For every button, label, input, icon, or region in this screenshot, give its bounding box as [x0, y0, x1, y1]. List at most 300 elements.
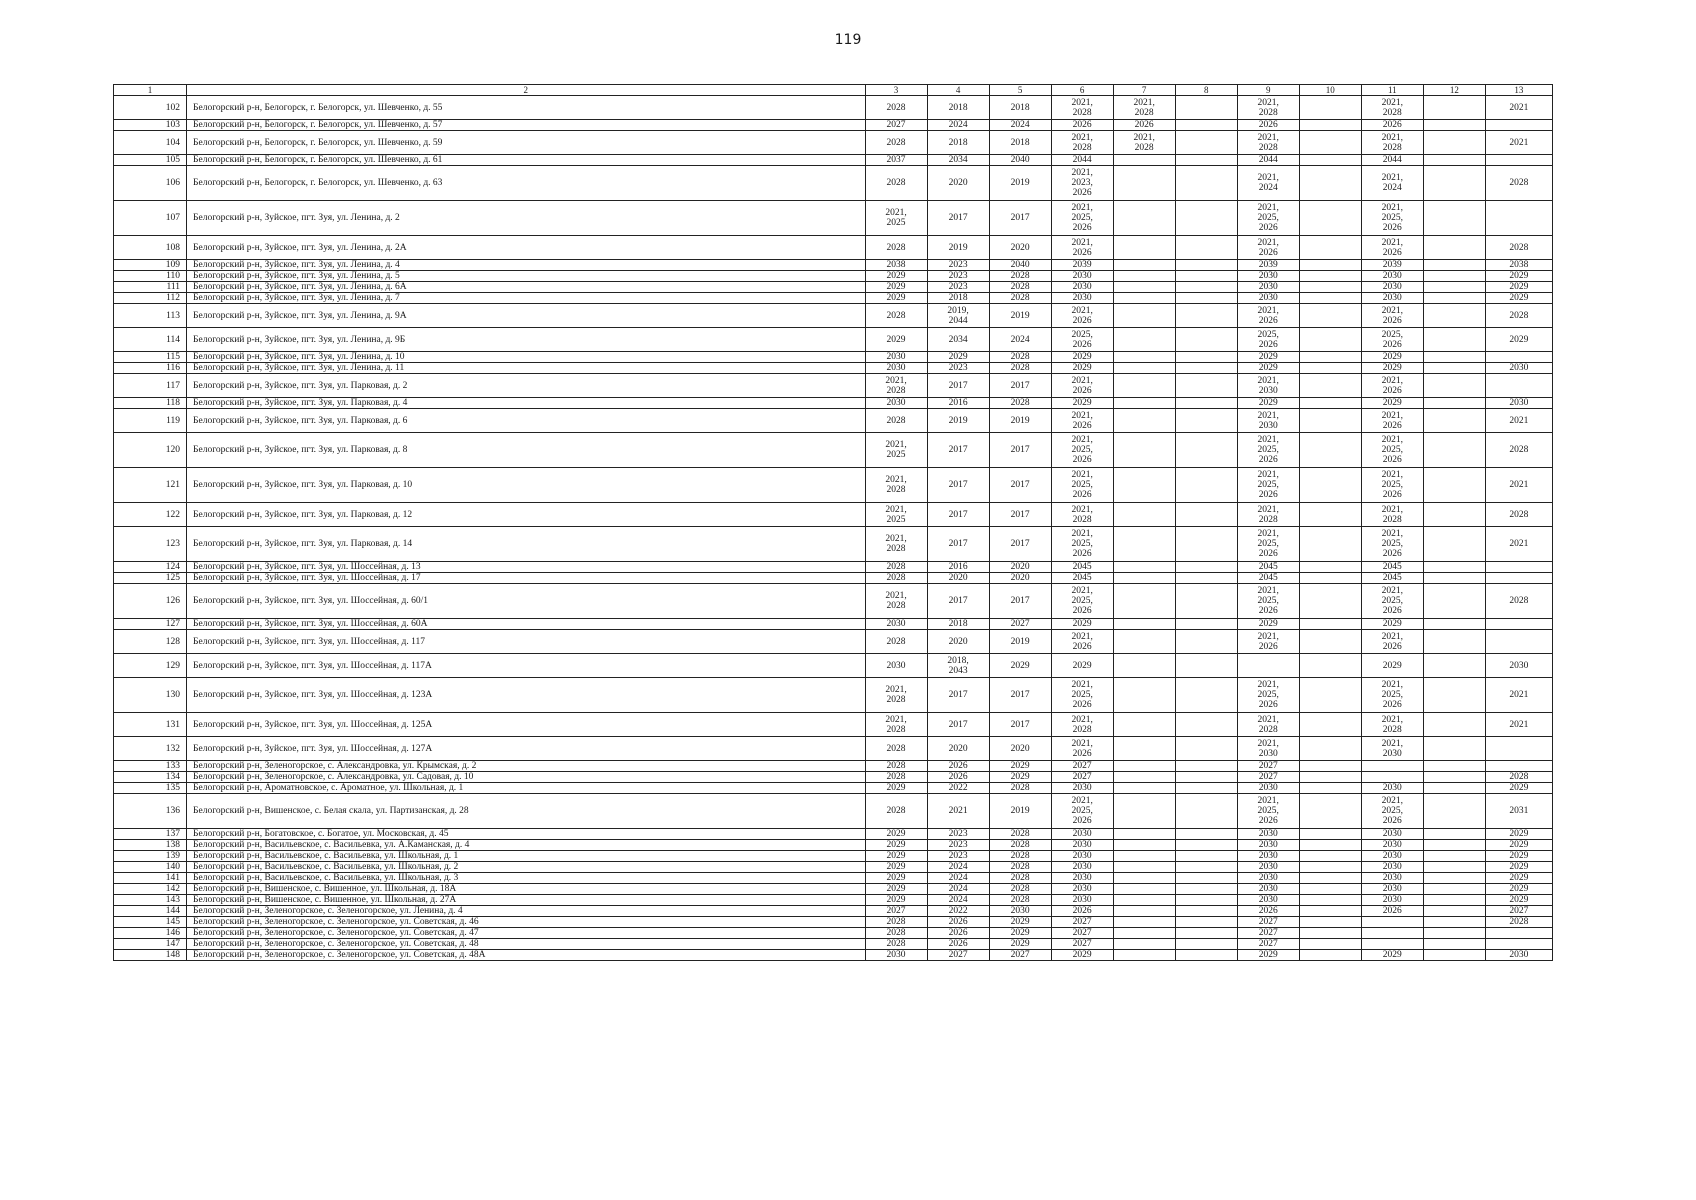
year-cell-col-9: 2021, 2026 [1237, 236, 1299, 260]
year-cell-col-12 [1423, 761, 1485, 772]
year-cell-col-9: 2026 [1237, 906, 1299, 917]
table-row [114, 619, 1553, 630]
year-cell-col-12 [1423, 328, 1485, 352]
row-number: 144 [114, 906, 187, 917]
year-cell-col-9: 2030 [1237, 851, 1299, 862]
year-cell-col-4: 2026 [927, 761, 989, 772]
year-cell-col-13 [1485, 737, 1552, 761]
year-cell-col-12 [1423, 950, 1485, 961]
address-cell: Белогорский р-н, Зуйское, пгт. Зуя, ул. Шоссейная, д. 127А [187, 737, 865, 761]
year-cell-col-12 [1423, 928, 1485, 939]
year-cell-col-8 [1175, 862, 1237, 873]
year-cell-col-13: 2021 [1485, 96, 1552, 120]
year-cell-col-6: 2030 [1051, 884, 1113, 895]
table-row [114, 906, 1553, 917]
year-cell-col-8 [1175, 363, 1237, 374]
year-cell-col-9: 2021, 2028 [1237, 131, 1299, 155]
year-cell-col-5: 2024 [989, 120, 1051, 131]
year-cell-col-9: 2027 [1237, 928, 1299, 939]
year-cell-col-9: 2029 [1237, 352, 1299, 363]
year-cell-col-10 [1299, 772, 1361, 783]
year-cell-col-6: 2021, 2025, 2026 [1051, 527, 1113, 562]
year-cell-col-6: 2030 [1051, 873, 1113, 884]
year-cell-col-5: 2028 [989, 862, 1051, 873]
column-header: 7 [1113, 85, 1175, 96]
year-cell-col-7: 2026 [1113, 120, 1175, 131]
year-cell-col-4: 2026 [927, 772, 989, 783]
year-cell-col-5: 2028 [989, 293, 1051, 304]
year-cell-col-12 [1423, 260, 1485, 271]
year-cell-col-7 [1113, 260, 1175, 271]
year-cell-col-4: 2017 [927, 433, 989, 468]
year-cell-col-13: 2028 [1485, 584, 1552, 619]
year-cell-col-6: 2027 [1051, 928, 1113, 939]
year-cell-col-11: 2030 [1361, 293, 1423, 304]
year-cell-col-3: 2029 [865, 862, 927, 873]
year-cell-col-9: 2026 [1237, 120, 1299, 131]
year-cell-col-8 [1175, 260, 1237, 271]
year-cell-col-5: 2028 [989, 873, 1051, 884]
year-cell-col-5: 2029 [989, 654, 1051, 678]
year-cell-col-3: 2029 [865, 829, 927, 840]
year-cell-col-4: 2017 [927, 584, 989, 619]
year-cell-col-6: 2029 [1051, 398, 1113, 409]
year-cell-col-6: 2025, 2026 [1051, 328, 1113, 352]
year-cell-col-9: 2021, 2025, 2026 [1237, 433, 1299, 468]
year-cell-col-9: 2021, 2030 [1237, 737, 1299, 761]
year-cell-col-4: 2026 [927, 917, 989, 928]
year-cell-col-7 [1113, 939, 1175, 950]
year-cell-col-4: 2023 [927, 363, 989, 374]
year-cell-col-8 [1175, 527, 1237, 562]
table-row [114, 374, 1553, 398]
table-row [114, 201, 1553, 236]
year-cell-col-8 [1175, 584, 1237, 619]
year-cell-col-5: 2028 [989, 282, 1051, 293]
year-cell-col-3: 2029 [865, 783, 927, 794]
year-cell-col-12 [1423, 772, 1485, 783]
year-cell-col-7: 2021, 2028 [1113, 131, 1175, 155]
year-cell-col-10 [1299, 236, 1361, 260]
year-cell-col-11: 2021, 2026 [1361, 409, 1423, 433]
address-cell: Белогорский р-н, Зуйское, пгт. Зуя, ул. Ленина, д. 4 [187, 260, 865, 271]
year-cell-col-6: 2021, 2028 [1051, 131, 1113, 155]
year-cell-col-9: 2030 [1237, 862, 1299, 873]
year-cell-col-13: 2028 [1485, 236, 1552, 260]
year-cell-col-3: 2028 [865, 562, 927, 573]
table-row [114, 829, 1553, 840]
year-cell-col-10 [1299, 678, 1361, 713]
address-cell: Белогорский р-н, Васильевское, с. Васильевка, ул. Школьная, д. 1 [187, 851, 865, 862]
year-cell-col-6: 2029 [1051, 619, 1113, 630]
table-row [114, 155, 1553, 166]
year-cell-col-9: 2027 [1237, 939, 1299, 950]
year-cell-col-10 [1299, 794, 1361, 829]
year-cell-col-10 [1299, 271, 1361, 282]
year-cell-col-8 [1175, 630, 1237, 654]
year-cell-col-9: 2045 [1237, 573, 1299, 584]
year-cell-col-4: 2017 [927, 503, 989, 527]
year-cell-col-13: 2028 [1485, 304, 1552, 328]
table-row [114, 166, 1553, 201]
year-cell-col-7 [1113, 409, 1175, 433]
year-cell-col-5: 2018 [989, 131, 1051, 155]
address-cell: Белогорский р-н, Зеленогорское, с. Зеленогорское, ул. Советская, д. 46 [187, 917, 865, 928]
year-cell-col-11: 2021, 2025, 2026 [1361, 201, 1423, 236]
year-cell-col-8 [1175, 829, 1237, 840]
year-cell-col-10 [1299, 783, 1361, 794]
year-cell-col-13: 2028 [1485, 503, 1552, 527]
year-cell-col-10 [1299, 282, 1361, 293]
year-cell-col-6: 2021, 2025, 2026 [1051, 584, 1113, 619]
year-cell-col-3: 2027 [865, 906, 927, 917]
year-cell-col-6: 2044 [1051, 155, 1113, 166]
year-cell-col-6: 2021, 2025, 2026 [1051, 678, 1113, 713]
year-cell-col-11: 2045 [1361, 573, 1423, 584]
year-cell-col-6: 2029 [1051, 654, 1113, 678]
year-cell-col-3: 2038 [865, 260, 927, 271]
year-cell-col-3: 2028 [865, 939, 927, 950]
year-cell-col-4: 2034 [927, 155, 989, 166]
year-cell-col-9: 2021, 2028 [1237, 96, 1299, 120]
year-cell-col-3: 2021, 2028 [865, 678, 927, 713]
address-cell: Белогорский р-н, Зуйское, пгт. Зуя, ул. Ленина, д. 9Б [187, 328, 865, 352]
year-cell-col-4: 2018 [927, 293, 989, 304]
year-cell-col-11: 2029 [1361, 352, 1423, 363]
year-cell-col-8 [1175, 917, 1237, 928]
year-cell-col-4: 2020 [927, 630, 989, 654]
year-cell-col-7 [1113, 374, 1175, 398]
year-cell-col-3: 2037 [865, 155, 927, 166]
table-header-row [114, 85, 1553, 96]
year-cell-col-8 [1175, 304, 1237, 328]
year-cell-col-3: 2029 [865, 282, 927, 293]
year-cell-col-10 [1299, 761, 1361, 772]
year-cell-col-6: 2021, 2028 [1051, 713, 1113, 737]
year-cell-col-7 [1113, 928, 1175, 939]
year-cell-col-13: 2030 [1485, 363, 1552, 374]
row-number: 133 [114, 761, 187, 772]
year-cell-col-7 [1113, 851, 1175, 862]
year-cell-col-5: 2024 [989, 328, 1051, 352]
year-cell-col-10 [1299, 328, 1361, 352]
row-number: 136 [114, 794, 187, 829]
year-cell-col-12 [1423, 713, 1485, 737]
address-cell: Белогорский р-н, Зуйское, пгт. Зуя, ул. Парковая, д. 6 [187, 409, 865, 433]
row-number: 141 [114, 873, 187, 884]
year-cell-col-5: 2030 [989, 906, 1051, 917]
address-cell: Белогорский р-н, Зуйское, пгт. Зуя, ул. Шоссейная, д. 125А [187, 713, 865, 737]
year-cell-col-8 [1175, 737, 1237, 761]
year-cell-col-10 [1299, 840, 1361, 851]
address-cell: Белогорский р-н, Белогорск, г. Белогорск, ул. Шевченко, д. 59 [187, 131, 865, 155]
year-cell-col-10 [1299, 562, 1361, 573]
year-cell-col-7 [1113, 201, 1175, 236]
year-cell-col-11: 2021, 2026 [1361, 374, 1423, 398]
year-cell-col-4: 2017 [927, 468, 989, 503]
year-cell-col-6: 2021, 2026 [1051, 409, 1113, 433]
table-row [114, 678, 1553, 713]
year-cell-col-13: 2027 [1485, 906, 1552, 917]
year-cell-col-11: 2030 [1361, 895, 1423, 906]
year-cell-col-12 [1423, 201, 1485, 236]
year-cell-col-4: 2026 [927, 939, 989, 950]
year-cell-col-11: 2030 [1361, 829, 1423, 840]
year-cell-col-12 [1423, 630, 1485, 654]
row-number: 140 [114, 862, 187, 873]
address-cell: Белогорский р-н, Белогорск, г. Белогорск, ул. Шевченко, д. 55 [187, 96, 865, 120]
row-number: 112 [114, 293, 187, 304]
year-cell-col-9: 2021, 2030 [1237, 409, 1299, 433]
year-cell-col-6: 2039 [1051, 260, 1113, 271]
year-cell-col-13: 2021 [1485, 527, 1552, 562]
year-cell-col-8 [1175, 328, 1237, 352]
year-cell-col-7 [1113, 433, 1175, 468]
year-cell-col-3: 2029 [865, 840, 927, 851]
row-number: 142 [114, 884, 187, 895]
year-cell-col-13: 2021 [1485, 409, 1552, 433]
address-cell: Белогорский р-н, Ароматновское, с. Ароматное, ул. Школьная, д. 1 [187, 783, 865, 794]
year-cell-col-3: 2028 [865, 761, 927, 772]
table-row [114, 794, 1553, 829]
year-cell-col-5: 2019 [989, 409, 1051, 433]
year-cell-col-12 [1423, 906, 1485, 917]
row-number: 110 [114, 271, 187, 282]
year-cell-col-12 [1423, 433, 1485, 468]
year-cell-col-9: 2030 [1237, 783, 1299, 794]
year-cell-col-4: 2017 [927, 527, 989, 562]
row-number: 123 [114, 527, 187, 562]
column-header: 10 [1299, 85, 1361, 96]
year-cell-col-8 [1175, 906, 1237, 917]
year-cell-col-6: 2027 [1051, 761, 1113, 772]
table-row [114, 584, 1553, 619]
year-cell-col-7 [1113, 619, 1175, 630]
row-number: 121 [114, 468, 187, 503]
address-cell: Белогорский р-н, Зуйское, пгт. Зуя, ул. Шоссейная, д. 117А [187, 654, 865, 678]
year-cell-col-7 [1113, 155, 1175, 166]
year-cell-col-4: 2016 [927, 398, 989, 409]
row-number: 148 [114, 950, 187, 961]
year-cell-col-12 [1423, 166, 1485, 201]
table-row [114, 328, 1553, 352]
year-cell-col-8 [1175, 293, 1237, 304]
year-cell-col-3: 2021, 2028 [865, 374, 927, 398]
year-cell-col-3: 2030 [865, 398, 927, 409]
year-cell-col-8 [1175, 155, 1237, 166]
table-row [114, 737, 1553, 761]
year-cell-col-3: 2029 [865, 873, 927, 884]
year-cell-col-10 [1299, 352, 1361, 363]
year-cell-col-9: 2045 [1237, 562, 1299, 573]
address-cell: Белогорский р-н, Зеленогорское, с. Зеленогорское, ул. Советская, д. 48А [187, 950, 865, 961]
year-cell-col-7 [1113, 236, 1175, 260]
year-cell-col-9: 2021, 2025, 2026 [1237, 468, 1299, 503]
year-cell-col-6: 2029 [1051, 363, 1113, 374]
year-cell-col-3: 2029 [865, 328, 927, 352]
year-cell-col-13 [1485, 562, 1552, 573]
column-header: 8 [1175, 85, 1237, 96]
address-cell: Белогорский р-н, Белогорск, г. Белогорск, ул. Шевченко, д. 57 [187, 120, 865, 131]
row-number: 138 [114, 840, 187, 851]
year-cell-col-11: 2021, 2026 [1361, 236, 1423, 260]
row-number: 109 [114, 260, 187, 271]
year-cell-col-3: 2028 [865, 737, 927, 761]
year-cell-col-3: 2030 [865, 950, 927, 961]
year-cell-col-6: 2021, 2026 [1051, 236, 1113, 260]
year-cell-col-10 [1299, 917, 1361, 928]
year-cell-col-4: 2017 [927, 678, 989, 713]
row-number: 107 [114, 201, 187, 236]
year-cell-col-7 [1113, 737, 1175, 761]
year-cell-col-9: 2030 [1237, 829, 1299, 840]
table-row [114, 928, 1553, 939]
year-cell-col-4: 2024 [927, 873, 989, 884]
year-cell-col-5: 2017 [989, 713, 1051, 737]
year-cell-col-4: 2019, 2044 [927, 304, 989, 328]
year-cell-col-12 [1423, 131, 1485, 155]
row-number: 104 [114, 131, 187, 155]
address-cell: Белогорский р-н, Белогорск, г. Белогорск, ул. Шевченко, д. 61 [187, 155, 865, 166]
year-cell-col-12 [1423, 304, 1485, 328]
year-cell-col-11: 2021, 2028 [1361, 503, 1423, 527]
year-cell-col-10 [1299, 906, 1361, 917]
year-cell-col-6: 2030 [1051, 271, 1113, 282]
address-cell: Белогорский р-н, Зуйское, пгт. Зуя, ул. Шоссейная, д. 123А [187, 678, 865, 713]
year-cell-col-13: 2021 [1485, 713, 1552, 737]
row-number: 113 [114, 304, 187, 328]
table-row [114, 352, 1553, 363]
address-cell: Белогорский р-н, Зуйское, пгт. Зуя, ул. Ленина, д. 9А [187, 304, 865, 328]
year-cell-col-11: 2030 [1361, 840, 1423, 851]
year-cell-col-7 [1113, 398, 1175, 409]
year-cell-col-12 [1423, 236, 1485, 260]
year-cell-col-11: 2021, 2025, 2026 [1361, 794, 1423, 829]
year-cell-col-3: 2021, 2028 [865, 584, 927, 619]
table-row [114, 271, 1553, 282]
year-cell-col-8 [1175, 468, 1237, 503]
address-cell: Белогорский р-н, Зуйское, пгт. Зуя, ул. Ленина, д. 10 [187, 352, 865, 363]
year-cell-col-8 [1175, 562, 1237, 573]
year-cell-col-5: 2027 [989, 619, 1051, 630]
year-cell-col-11: 2045 [1361, 562, 1423, 573]
year-cell-col-5: 2019 [989, 166, 1051, 201]
column-header: 3 [865, 85, 927, 96]
row-number: 147 [114, 939, 187, 950]
year-cell-col-4: 2018, 2043 [927, 654, 989, 678]
year-cell-col-11: 2021, 2024 [1361, 166, 1423, 201]
year-cell-col-9: 2021, 2026 [1237, 304, 1299, 328]
year-cell-col-7 [1113, 166, 1175, 201]
year-cell-col-6: 2021, 2025, 2026 [1051, 433, 1113, 468]
year-cell-col-4: 2018 [927, 131, 989, 155]
year-cell-col-8 [1175, 503, 1237, 527]
year-cell-col-8 [1175, 619, 1237, 630]
year-cell-col-12 [1423, 895, 1485, 906]
year-cell-col-6: 2030 [1051, 293, 1113, 304]
table-row [114, 851, 1553, 862]
year-cell-col-3: 2021, 2025 [865, 503, 927, 527]
year-cell-col-9: 2029 [1237, 363, 1299, 374]
year-cell-col-9: 2021, 2026 [1237, 630, 1299, 654]
row-number: 102 [114, 96, 187, 120]
table-row [114, 120, 1553, 131]
year-cell-col-6: 2030 [1051, 851, 1113, 862]
year-cell-col-3: 2021, 2028 [865, 468, 927, 503]
address-cell: Белогорский р-н, Вишенское, с. Вишенное, ул. Школьная, д. 27А [187, 895, 865, 906]
table-row [114, 895, 1553, 906]
year-cell-col-5: 2017 [989, 433, 1051, 468]
year-cell-col-7 [1113, 772, 1175, 783]
year-cell-col-8 [1175, 120, 1237, 131]
year-cell-col-10 [1299, 433, 1361, 468]
year-cell-col-13: 2029 [1485, 293, 1552, 304]
year-cell-col-3: 2029 [865, 293, 927, 304]
year-cell-col-11: 2026 [1361, 120, 1423, 131]
row-number: 125 [114, 573, 187, 584]
year-cell-col-11: 2030 [1361, 862, 1423, 873]
year-cell-col-9: 2030 [1237, 840, 1299, 851]
year-cell-col-7 [1113, 654, 1175, 678]
year-cell-col-13 [1485, 619, 1552, 630]
row-number: 146 [114, 928, 187, 939]
year-cell-col-12 [1423, 573, 1485, 584]
year-cell-col-13 [1485, 761, 1552, 772]
row-number: 131 [114, 713, 187, 737]
year-cell-col-9: 2030 [1237, 895, 1299, 906]
year-cell-col-7 [1113, 906, 1175, 917]
year-cell-col-9: 2027 [1237, 917, 1299, 928]
row-number: 139 [114, 851, 187, 862]
year-cell-col-11 [1361, 928, 1423, 939]
table-row [114, 713, 1553, 737]
row-number: 120 [114, 433, 187, 468]
year-cell-col-6: 2021, 2025, 2026 [1051, 201, 1113, 236]
year-cell-col-6: 2027 [1051, 772, 1113, 783]
year-cell-col-8 [1175, 654, 1237, 678]
year-cell-col-4: 2017 [927, 201, 989, 236]
year-cell-col-4: 2019 [927, 409, 989, 433]
year-cell-col-11: 2021, 2025, 2026 [1361, 527, 1423, 562]
year-cell-col-12 [1423, 917, 1485, 928]
year-cell-col-3: 2029 [865, 895, 927, 906]
year-cell-col-13: 2031 [1485, 794, 1552, 829]
year-cell-col-4: 2017 [927, 374, 989, 398]
row-number: 129 [114, 654, 187, 678]
year-cell-col-12 [1423, 363, 1485, 374]
year-cell-col-11: 2029 [1361, 398, 1423, 409]
year-cell-col-10 [1299, 398, 1361, 409]
year-cell-col-8 [1175, 928, 1237, 939]
year-cell-col-11: 2021, 2025, 2026 [1361, 468, 1423, 503]
year-cell-col-5: 2027 [989, 950, 1051, 961]
year-cell-col-10 [1299, 527, 1361, 562]
year-cell-col-6: 2030 [1051, 895, 1113, 906]
year-cell-col-8 [1175, 761, 1237, 772]
year-cell-col-11: 2021, 2026 [1361, 304, 1423, 328]
row-number: 106 [114, 166, 187, 201]
address-cell: Белогорский р-н, Зуйское, пгт. Зуя, ул. Шоссейная, д. 117 [187, 630, 865, 654]
address-cell: Белогорский р-н, Зуйское, пгт. Зуя, ул. Парковая, д. 10 [187, 468, 865, 503]
year-cell-col-5: 2029 [989, 917, 1051, 928]
address-cell: Белогорский р-н, Зеленогорское, с. Зеленогорское, ул. Ленина, д. 4 [187, 906, 865, 917]
year-cell-col-11 [1361, 917, 1423, 928]
year-cell-col-10 [1299, 503, 1361, 527]
year-cell-col-7 [1113, 527, 1175, 562]
page-number: 119 [834, 32, 862, 48]
table-row [114, 433, 1553, 468]
year-cell-col-11: 2021, 2025, 2026 [1361, 433, 1423, 468]
